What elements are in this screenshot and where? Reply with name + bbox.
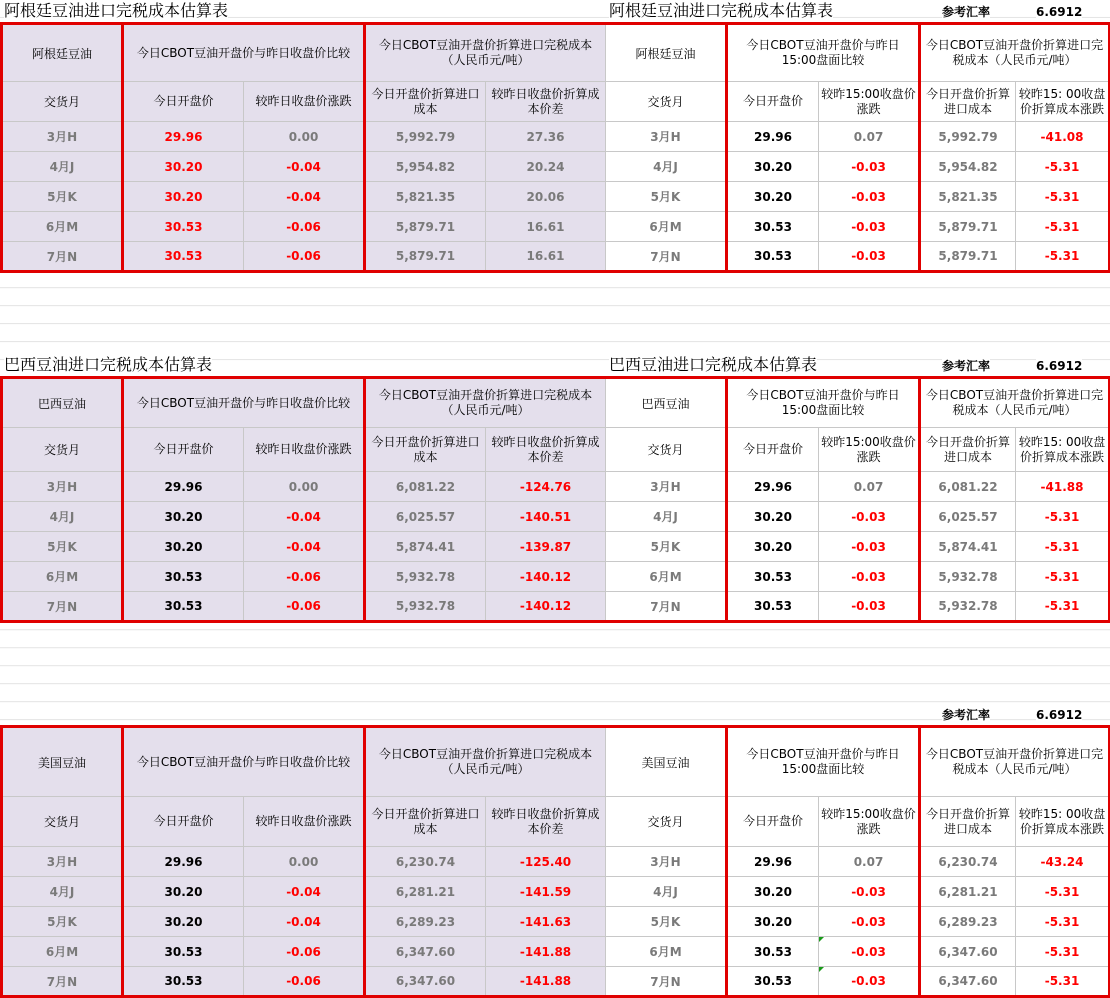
change-cell: -0.03: [819, 532, 920, 562]
section-title-right: 阿根廷豆油进口完税成本估算表: [609, 1, 834, 20]
table-row: [2, 502, 607, 532]
month-cell: 7月N: [2, 242, 123, 272]
cost-estimate-section: [0, 703, 1110, 995]
month-cell: 5月K: [606, 182, 727, 212]
month-cell: 4月J: [2, 877, 123, 907]
cost-cell: 6,281.21: [365, 877, 486, 907]
cost-diff-cell: -5.31: [1016, 562, 1110, 592]
cost-diff-cell: 20.24: [486, 152, 607, 182]
table-row: [606, 532, 1110, 562]
change-header: 较昨日收盘价涨跌: [244, 797, 365, 847]
cost-diff-cell: -140.12: [486, 562, 607, 592]
exchange-rate-value: 6.6912: [1036, 356, 1082, 376]
cost-cell: 5,932.78: [365, 562, 486, 592]
left-group2-header: 今日CBOT豆油开盘价折算进口完税成本（人民币元/吨）: [365, 378, 607, 428]
change-cell: -0.04: [244, 877, 365, 907]
open-price-cell: 30.53: [727, 967, 819, 997]
month-col-header: 交货月: [2, 797, 123, 847]
cost-diff-cell: -139.87: [486, 532, 607, 562]
cost-cell: 5,821.35: [920, 182, 1016, 212]
change-cell: -0.03: [819, 242, 920, 272]
cost-estimate-section: [0, 354, 1110, 620]
cost-diff-cell: -124.76: [486, 472, 607, 502]
month-cell: 7月N: [2, 592, 123, 622]
month-cell: 6月M: [606, 212, 727, 242]
cost-diff-cell: -141.59: [486, 877, 607, 907]
open-price-cell: 30.20: [727, 152, 819, 182]
open-price-cell: 30.20: [727, 877, 819, 907]
left-group1-header: 今日CBOT豆油开盘价与昨日收盘价比较: [123, 24, 365, 82]
left-group2-header: 今日CBOT豆油开盘价折算进口完税成本（人民币元/吨）: [365, 727, 607, 797]
table-row: [606, 502, 1110, 532]
table-row: [2, 532, 607, 562]
open-price-cell: 30.20: [727, 502, 819, 532]
change-cell: -0.06: [244, 212, 365, 242]
open-price-cell: 30.53: [123, 212, 244, 242]
change-cell: 0.07: [819, 122, 920, 152]
table-row: [2, 152, 607, 182]
month-cell: 4月J: [606, 152, 727, 182]
table-row: [2, 847, 607, 877]
month-cell: 4月J: [2, 502, 123, 532]
table-row: [606, 847, 1110, 877]
change-cell: -0.03: [819, 877, 920, 907]
cost-diff-cell: -5.31: [1016, 592, 1110, 622]
open-price-cell: 30.20: [123, 182, 244, 212]
cost-cell: 6,081.22: [920, 472, 1016, 502]
product-name-cell: 美国豆油: [606, 727, 727, 797]
cost-diff-cell: -5.31: [1016, 242, 1110, 272]
open-price-cell: 29.96: [123, 122, 244, 152]
table-row: [606, 562, 1110, 592]
open-price-cell: 29.96: [727, 472, 819, 502]
change-cell: -0.04: [244, 182, 365, 212]
month-col-header: 交货月: [606, 797, 727, 847]
change-cell: 0.07: [819, 472, 920, 502]
cost-cell: 6,025.57: [920, 502, 1016, 532]
cost-cell: 5,992.79: [920, 122, 1016, 152]
table-row: [2, 122, 607, 152]
change-cell: -0.03: [819, 937, 920, 967]
cost-cell: 6,289.23: [920, 907, 1016, 937]
cost-cell: 5,874.41: [920, 532, 1016, 562]
table-row: [606, 182, 1110, 212]
cost-diff-header: 较昨15: 00收盘价折算成本涨跌: [1016, 82, 1110, 122]
open-price-header: 今日开盘价: [727, 797, 819, 847]
left-group1-header: 今日CBOT豆油开盘价与昨日收盘价比较: [123, 378, 365, 428]
cost-diff-cell: -5.31: [1016, 937, 1110, 967]
open-price-cell: 30.53: [123, 242, 244, 272]
change-header: 较昨日收盘价涨跌: [244, 82, 365, 122]
cost-diff-cell: -5.31: [1016, 907, 1110, 937]
cell-comment-flag: [819, 967, 824, 972]
left-group2-header: 今日CBOT豆油开盘价折算进口完税成本（人民币元/吨）: [365, 24, 607, 82]
change-header: 较昨日收盘价涨跌: [244, 428, 365, 472]
cost-header: 今日开盘价折算进口成本: [920, 428, 1016, 472]
open-price-header: 今日开盘价: [123, 797, 244, 847]
cost-cell: 5,932.78: [920, 592, 1016, 622]
change-cell: -0.04: [244, 532, 365, 562]
change-cell: -0.03: [819, 907, 920, 937]
month-cell: 3月H: [606, 122, 727, 152]
cost-cell: 5,954.82: [920, 152, 1016, 182]
cost-cell: 6,230.74: [920, 847, 1016, 877]
right-group2-header: 今日CBOT豆油开盘价折算进口完税成本（人民币元/吨）: [920, 378, 1110, 428]
change-cell: -0.06: [244, 592, 365, 622]
cost-estimate-section: [0, 0, 1110, 270]
month-cell: 6月M: [2, 937, 123, 967]
change-cell: -0.06: [244, 242, 365, 272]
left-table: [0, 22, 608, 273]
cost-diff-cell: -140.12: [486, 592, 607, 622]
open-price-cell: 30.20: [123, 877, 244, 907]
product-name-cell: 巴西豆油: [606, 378, 727, 428]
cost-header: 今日开盘价折算进口成本: [365, 797, 486, 847]
cost-diff-header: 较昨日收盘价折算成本价差: [486, 797, 607, 847]
product-name-cell: 阿根廷豆油: [2, 24, 123, 82]
cost-diff-cell: -141.63: [486, 907, 607, 937]
change-cell: 0.00: [244, 847, 365, 877]
change-header: 较昨15:00收盘价涨跌: [819, 797, 920, 847]
left-table: [0, 725, 608, 998]
cost-diff-cell: -125.40: [486, 847, 607, 877]
cost-diff-cell: 16.61: [486, 212, 607, 242]
change-cell: -0.03: [819, 592, 920, 622]
open-price-cell: 29.96: [727, 847, 819, 877]
change-cell: -0.04: [244, 502, 365, 532]
cost-cell: 5,874.41: [365, 532, 486, 562]
cost-cell: 5,879.71: [920, 242, 1016, 272]
product-name-cell: 美国豆油: [2, 727, 123, 797]
cost-diff-cell: -5.31: [1016, 502, 1110, 532]
section-title-left: 巴西豆油进口完税成本估算表: [4, 355, 213, 374]
change-cell: -0.06: [244, 937, 365, 967]
exchange-rate-label: 参考汇率: [942, 356, 990, 376]
open-price-cell: 30.53: [123, 937, 244, 967]
cost-cell: 5,879.71: [365, 212, 486, 242]
open-price-cell: 30.20: [727, 907, 819, 937]
cost-diff-cell: 27.36: [486, 122, 607, 152]
table-row: [2, 212, 607, 242]
month-cell: 3月H: [606, 472, 727, 502]
month-cell: 5月K: [606, 532, 727, 562]
cost-cell: 6,025.57: [365, 502, 486, 532]
open-price-cell: 30.20: [123, 907, 244, 937]
month-cell: 7月N: [606, 592, 727, 622]
open-price-cell: 29.96: [123, 847, 244, 877]
cost-diff-cell: -141.88: [486, 967, 607, 997]
table-row: [2, 967, 607, 997]
cost-diff-cell: -141.88: [486, 937, 607, 967]
table-row: [2, 562, 607, 592]
cost-cell: 6,081.22: [365, 472, 486, 502]
month-cell: 3月H: [2, 847, 123, 877]
open-price-cell: 30.53: [727, 592, 819, 622]
open-price-cell: 30.53: [123, 562, 244, 592]
cost-diff-cell: -5.31: [1016, 877, 1110, 907]
cost-diff-cell: 20.06: [486, 182, 607, 212]
right-table: [605, 22, 1110, 273]
exchange-rate-label: 参考汇率: [942, 2, 990, 22]
left-table: [0, 376, 608, 623]
change-cell: -0.03: [819, 562, 920, 592]
month-cell: 6月M: [606, 562, 727, 592]
cost-cell: 6,347.60: [920, 967, 1016, 997]
month-cell: 4月J: [606, 502, 727, 532]
open-price-cell: 30.20: [123, 152, 244, 182]
table-row: [2, 592, 607, 622]
cost-diff-header: 较昨日收盘价折算成本价差: [486, 82, 607, 122]
table-row: [606, 907, 1110, 937]
open-price-header: 今日开盘价: [123, 82, 244, 122]
change-cell: 0.00: [244, 122, 365, 152]
change-cell: -0.03: [819, 152, 920, 182]
cost-cell: 5,821.35: [365, 182, 486, 212]
month-cell: 7月N: [2, 967, 123, 997]
table-row: [606, 592, 1110, 622]
month-cell: 4月J: [606, 877, 727, 907]
table-row: [606, 472, 1110, 502]
open-price-cell: 30.20: [727, 182, 819, 212]
open-price-cell: 30.53: [123, 592, 244, 622]
right-table: [605, 376, 1110, 623]
cost-diff-cell: -43.24: [1016, 847, 1110, 877]
table-row: [606, 877, 1110, 907]
cost-cell: 6,347.60: [365, 937, 486, 967]
table-row: [2, 877, 607, 907]
month-cell: 6月M: [2, 212, 123, 242]
cost-diff-cell: -5.31: [1016, 182, 1110, 212]
open-price-header: 今日开盘价: [727, 82, 819, 122]
exchange-rate-value: 6.6912: [1036, 705, 1082, 725]
open-price-header: 今日开盘价: [727, 428, 819, 472]
cost-cell: 6,289.23: [365, 907, 486, 937]
open-price-header: 今日开盘价: [123, 428, 244, 472]
change-cell: -0.03: [819, 502, 920, 532]
month-cell: 7月N: [606, 967, 727, 997]
table-row: [606, 242, 1110, 272]
change-header: 较昨15:00收盘价涨跌: [819, 428, 920, 472]
month-col-header: 交货月: [606, 428, 727, 472]
cost-diff-cell: -41.08: [1016, 122, 1110, 152]
table-row: [606, 122, 1110, 152]
section-title-left: 阿根廷豆油进口完税成本估算表: [4, 1, 229, 20]
change-cell: -0.06: [244, 967, 365, 997]
cost-diff-cell: -5.31: [1016, 967, 1110, 997]
cost-cell: 5,992.79: [365, 122, 486, 152]
month-cell: 6月M: [606, 937, 727, 967]
table-row: [606, 967, 1110, 997]
month-cell: 3月H: [2, 122, 123, 152]
change-cell: 0.07: [819, 847, 920, 877]
cost-header: 今日开盘价折算进口成本: [920, 797, 1016, 847]
open-price-cell: 30.53: [727, 937, 819, 967]
cost-diff-cell: -5.31: [1016, 532, 1110, 562]
month-cell: 5月K: [2, 532, 123, 562]
table-row: [606, 937, 1110, 967]
cost-cell: 5,954.82: [365, 152, 486, 182]
table-row: [606, 152, 1110, 182]
table-row: [606, 212, 1110, 242]
cost-cell: 5,932.78: [920, 562, 1016, 592]
cost-header: 今日开盘价折算进口成本: [365, 82, 486, 122]
right-group1-header: 今日CBOT豆油开盘价与昨日15:00盘面比较: [727, 378, 920, 428]
left-group1-header: 今日CBOT豆油开盘价与昨日收盘价比较: [123, 727, 365, 797]
right-group2-header: 今日CBOT豆油开盘价折算进口完税成本（人民币元/吨）: [920, 727, 1110, 797]
cost-diff-cell: -140.51: [486, 502, 607, 532]
cost-cell: 6,230.74: [365, 847, 486, 877]
cost-cell: 6,347.60: [920, 937, 1016, 967]
table-row: [2, 472, 607, 502]
open-price-cell: 30.20: [123, 532, 244, 562]
change-cell: 0.00: [244, 472, 365, 502]
right-group1-header: 今日CBOT豆油开盘价与昨日15:00盘面比较: [727, 727, 920, 797]
cell-comment-flag: [819, 937, 824, 942]
month-cell: 7月N: [606, 242, 727, 272]
change-header: 较昨15:00收盘价涨跌: [819, 82, 920, 122]
table-row: [2, 907, 607, 937]
cost-header: 今日开盘价折算进口成本: [365, 428, 486, 472]
open-price-cell: 30.53: [727, 242, 819, 272]
change-cell: -0.06: [244, 562, 365, 592]
month-cell: 5月K: [606, 907, 727, 937]
month-col-header: 交货月: [606, 82, 727, 122]
cost-diff-header: 较昨15: 00收盘价折算成本涨跌: [1016, 797, 1110, 847]
cost-header: 今日开盘价折算进口成本: [920, 82, 1016, 122]
product-name-cell: 巴西豆油: [2, 378, 123, 428]
table-row: [2, 937, 607, 967]
exchange-rate-value: 6.6912: [1036, 2, 1082, 22]
open-price-cell: 30.20: [123, 502, 244, 532]
open-price-cell: 30.53: [123, 967, 244, 997]
change-cell: -0.03: [819, 182, 920, 212]
cost-diff-cell: -41.88: [1016, 472, 1110, 502]
month-cell: 5月K: [2, 182, 123, 212]
cost-diff-header: 较昨日收盘价折算成本价差: [486, 428, 607, 472]
month-cell: 3月H: [2, 472, 123, 502]
open-price-cell: 30.53: [727, 562, 819, 592]
section-title-right: 巴西豆油进口完税成本估算表: [609, 355, 818, 374]
right-table: [605, 725, 1110, 998]
cost-cell: 6,347.60: [365, 967, 486, 997]
exchange-rate-label: 参考汇率: [942, 705, 990, 725]
month-col-header: 交货月: [2, 428, 123, 472]
open-price-cell: 30.53: [727, 212, 819, 242]
cost-cell: 5,879.71: [365, 242, 486, 272]
open-price-cell: 29.96: [123, 472, 244, 502]
cost-diff-cell: -5.31: [1016, 152, 1110, 182]
cost-cell: 5,932.78: [365, 592, 486, 622]
right-group1-header: 今日CBOT豆油开盘价与昨日15:00盘面比较: [727, 24, 920, 82]
cost-cell: 6,281.21: [920, 877, 1016, 907]
cost-cell: 5,879.71: [920, 212, 1016, 242]
open-price-cell: 30.20: [727, 532, 819, 562]
month-col-header: 交货月: [2, 82, 123, 122]
cost-diff-cell: 16.61: [486, 242, 607, 272]
change-cell: -0.03: [819, 967, 920, 997]
cost-diff-cell: -5.31: [1016, 212, 1110, 242]
product-name-cell: 阿根廷豆油: [606, 24, 727, 82]
change-cell: -0.04: [244, 907, 365, 937]
right-group2-header: 今日CBOT豆油开盘价折算进口完税成本（人民币元/吨）: [920, 24, 1110, 82]
month-cell: 3月H: [606, 847, 727, 877]
month-cell: 4月J: [2, 152, 123, 182]
change-cell: -0.04: [244, 152, 365, 182]
cost-diff-header: 较昨15: 00收盘价折算成本涨跌: [1016, 428, 1110, 472]
table-row: [2, 242, 607, 272]
open-price-cell: 29.96: [727, 122, 819, 152]
month-cell: 5月K: [2, 907, 123, 937]
month-cell: 6月M: [2, 562, 123, 592]
table-row: [2, 182, 607, 212]
change-cell: -0.03: [819, 212, 920, 242]
